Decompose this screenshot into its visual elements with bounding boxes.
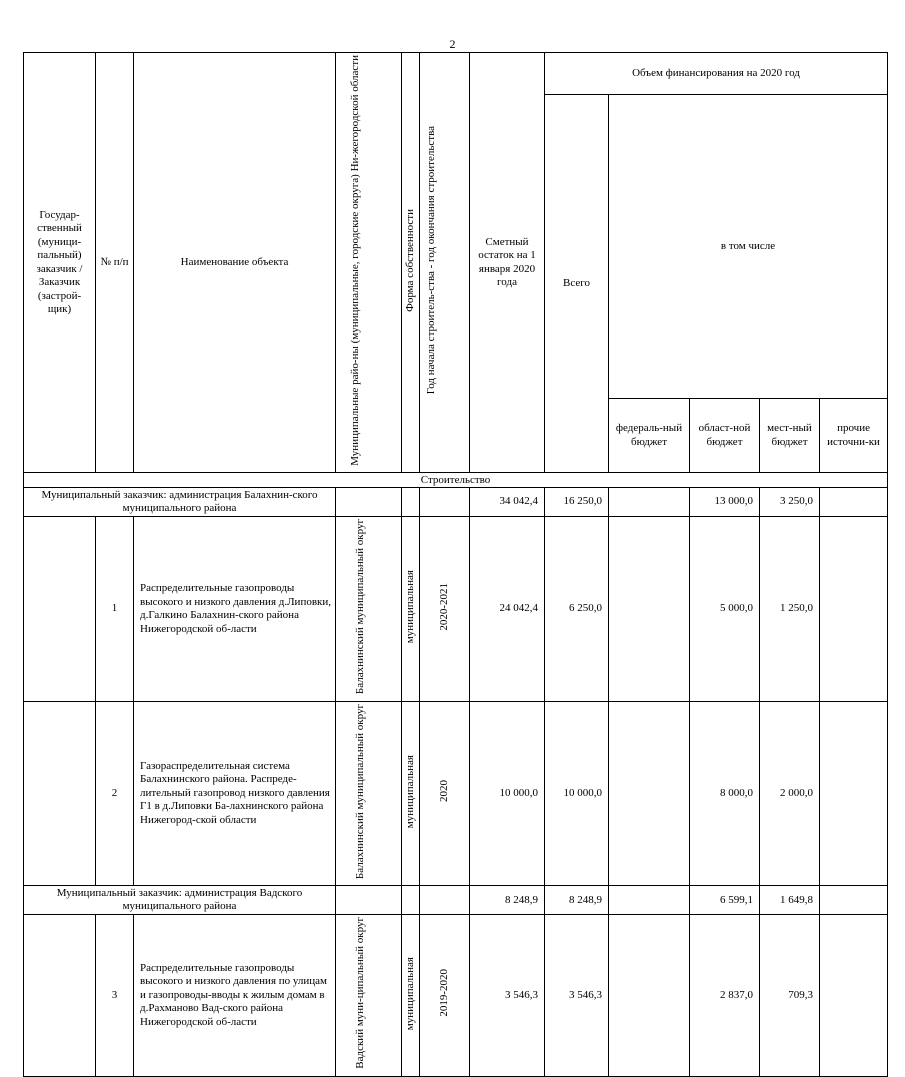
- section-title: Строительство: [24, 473, 888, 488]
- row-ownership: муниципальная: [402, 517, 420, 702]
- group-customer: Муниципальный заказчик: администрация Вадского муниципального района: [24, 886, 336, 915]
- row-total: 6 250,0: [545, 517, 609, 702]
- group-customer: Муниципальный заказчик: администрация Балахнин-ского муниципального района: [24, 488, 336, 517]
- table-row: [24, 915, 888, 1076]
- row-balance: 10 000,0: [470, 701, 545, 886]
- row-number: 1: [96, 517, 134, 702]
- row-local: 1 250,0: [760, 517, 820, 702]
- header-federal: федераль-ный бюджет: [609, 399, 690, 473]
- group-local: 3 250,0: [760, 488, 820, 517]
- row-district: Балахнинский муниципальный округ: [336, 701, 402, 886]
- row-district: Вадский муни-ципальный округ: [336, 915, 402, 1076]
- table-row: [24, 517, 888, 702]
- row-ownership: муниципальная: [402, 915, 420, 1076]
- header-number: № п/п: [96, 53, 134, 473]
- group-regional: 13 000,0: [690, 488, 760, 517]
- group-federal: [609, 488, 690, 517]
- group-other: [820, 488, 888, 517]
- row-other: [820, 701, 888, 886]
- group-balance: 8 248,9: [470, 886, 545, 915]
- header-years: Год начала строитель-ства - год окончания строительства: [420, 53, 470, 473]
- group-row: [24, 886, 888, 915]
- header-funding: Объем финансирования на 2020 год: [545, 53, 888, 95]
- object-name: Распределительные газопроводы высокого и низкого давления по улицам и газопроводы-вводы к жилым домам в д.Рахманово Вад-ского района Нижегородской об-ласти: [134, 915, 336, 1076]
- row-other: [820, 517, 888, 702]
- row-district: Балахнинский муниципальный округ: [336, 517, 402, 702]
- row-regional: 5 000,0: [690, 517, 760, 702]
- row-balance: 24 042,4: [470, 517, 545, 702]
- header-including: в том числе: [609, 95, 888, 399]
- row-regional: 8 000,0: [690, 701, 760, 886]
- header-regional: област-ной бюджет: [690, 399, 760, 473]
- header-object-name: Наименование объекта: [134, 53, 336, 473]
- row-total: 3 546,3: [545, 915, 609, 1076]
- row-federal: [609, 915, 690, 1076]
- group-federal: [609, 886, 690, 915]
- header-balance: Сметный остаток на 1 января 2020 года: [470, 53, 545, 473]
- group-local: 1 649,8: [760, 886, 820, 915]
- group-row: [24, 488, 888, 517]
- header-ownership: Форма собственности: [402, 53, 420, 473]
- row-regional: 2 837,0: [690, 915, 760, 1076]
- group-balance: 34 042,4: [470, 488, 545, 517]
- header-customer: Государ-ственный (муници-пальный) заказчик / Заказчик (застрой-щик): [24, 53, 96, 473]
- row-years: 2020: [420, 701, 470, 886]
- header-district: Муниципальные райо-ны (муниципальные, городские округа) Ни-жегородской области: [336, 53, 402, 473]
- row-federal: [609, 701, 690, 886]
- object-name: Газораспределительная система Балахнинского района. Распреде-лительный газопровод низкого давления Г1 в д.Липовки Ба-лахнинского района Нижегород-ской области: [134, 701, 336, 886]
- row-years: 2020-2021: [420, 517, 470, 702]
- header-total: Всего: [545, 95, 609, 473]
- row-number: 2: [96, 701, 134, 886]
- row-balance: 3 546,3: [470, 915, 545, 1076]
- row-years: 2019-2020: [420, 915, 470, 1076]
- table-row: [24, 701, 888, 886]
- row-ownership: муниципальная: [402, 701, 420, 886]
- row-total: 10 000,0: [545, 701, 609, 886]
- group-regional: 6 599,1: [690, 886, 760, 915]
- financing-table: [23, 52, 888, 1077]
- row-other: [820, 915, 888, 1076]
- object-name: Распределительные газопроводы высокого и низкого давления д.Липовки, д.Галкино Балахнин-ского района Нижегородской об-ласти: [134, 517, 336, 702]
- header-other: прочие источни-ки: [820, 399, 888, 473]
- row-local: 709,3: [760, 915, 820, 1076]
- row-federal: [609, 517, 690, 702]
- page-number: 2: [449, 37, 456, 51]
- group-other: [820, 886, 888, 915]
- row-number: 3: [96, 915, 134, 1076]
- group-total: 8 248,9: [545, 886, 609, 915]
- group-total: 16 250,0: [545, 488, 609, 517]
- header-local: мест-ный бюджет: [760, 399, 820, 473]
- row-local: 2 000,0: [760, 701, 820, 886]
